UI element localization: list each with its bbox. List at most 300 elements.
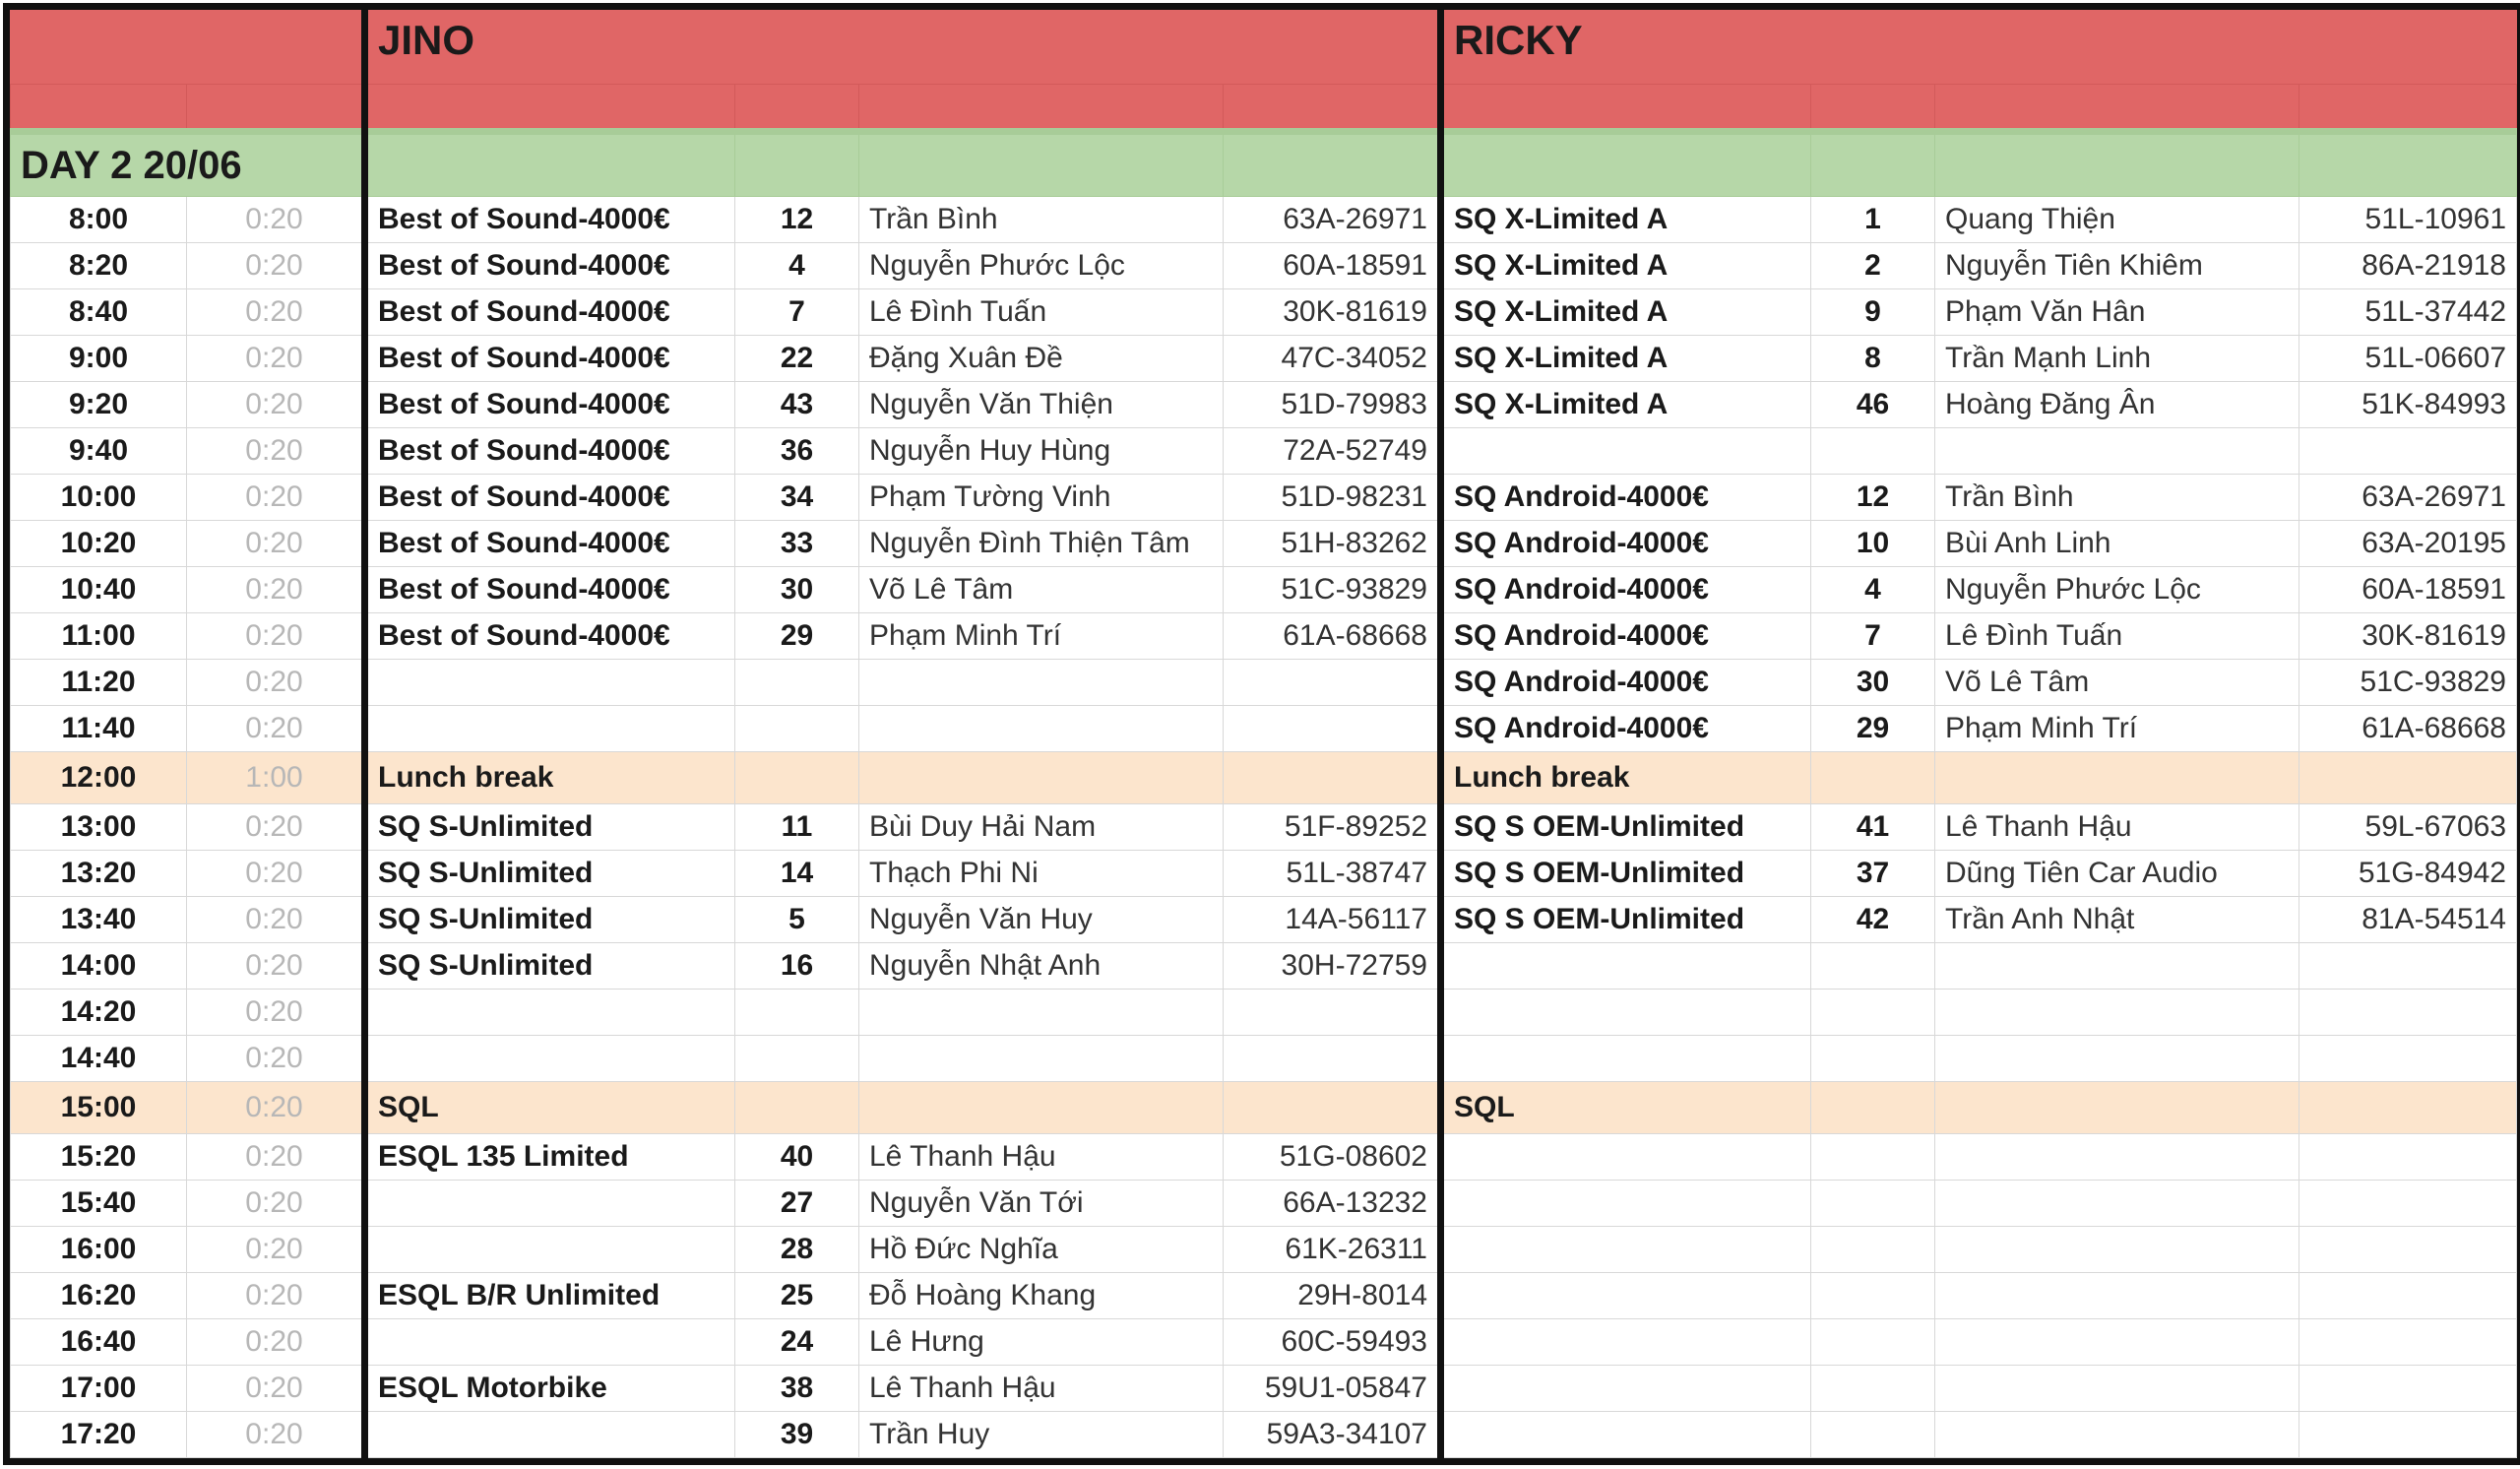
right-plate-cell[interactable]: 30K-81619 [2300,613,2517,660]
right-competitor-name-cell[interactable]: Quang Thiện [1935,197,2300,243]
left-category-cell[interactable]: Best of Sound-4000€ [365,567,735,613]
left-entry-number-cell[interactable] [735,1036,859,1082]
judge-name-right[interactable]: RICKY [1441,11,1811,85]
right-competitor-name-cell[interactable]: Phạm Minh Trí [1935,706,2300,752]
left-entry-number-cell[interactable]: 5 [735,897,859,943]
header-cell[interactable] [1935,11,2300,85]
right-entry-number-cell[interactable]: 29 [1811,706,1935,752]
left-plate-cell[interactable]: 29H-8014 [1224,1273,1441,1319]
right-category-cell[interactable] [1441,1412,1811,1458]
right-competitor-name-cell[interactable]: Trần Bình [1935,475,2300,521]
right-competitor-name-cell[interactable]: Hoàng Đăng Ân [1935,382,2300,428]
right-competitor-name-cell[interactable] [1935,1227,2300,1273]
left-competitor-name-cell[interactable]: Nguyễn Đình Thiện Tâm [859,521,1224,567]
day-label[interactable]: DAY 2 20/06 [11,132,365,197]
time-cell[interactable]: 13:40 [11,897,187,943]
right-plate-cell[interactable] [2300,1319,2517,1366]
left-competitor-name-cell[interactable]: Phạm Tường Vinh [859,475,1224,521]
right-category-cell[interactable] [1441,1366,1811,1412]
header-cell[interactable] [11,11,187,85]
day-cell[interactable] [365,132,735,197]
left-plate-cell[interactable]: 51D-98231 [1224,475,1441,521]
left-category-cell[interactable]: ESQL B/R Unlimited [365,1273,735,1319]
left-plate-cell[interactable] [1224,1036,1441,1082]
time-cell[interactable]: 14:40 [11,1036,187,1082]
time-cell[interactable]: 15:00 [11,1082,187,1134]
right-competitor-name-cell[interactable]: Trần Anh Nhật [1935,897,2300,943]
day-cell[interactable] [859,132,1224,197]
left-competitor-name-cell[interactable]: Lê Thanh Hậu [859,1134,1224,1181]
left-entry-number-cell[interactable]: 16 [735,943,859,990]
right-plate-cell[interactable]: 51L-06607 [2300,336,2517,382]
time-cell[interactable]: 8:20 [11,243,187,289]
left-category-cell[interactable]: Best of Sound-4000€ [365,336,735,382]
left-category-cell[interactable] [365,1181,735,1227]
header-cell[interactable] [187,85,365,132]
day-cell[interactable] [1935,132,2300,197]
left-category-cell[interactable] [365,706,735,752]
right-category-cell[interactable]: SQ S OEM-Unlimited [1441,897,1811,943]
right-plate-cell[interactable]: 59L-67063 [2300,804,2517,851]
time-cell[interactable]: 9:20 [11,382,187,428]
left-category-cell[interactable]: SQ S-Unlimited [365,943,735,990]
header-cell[interactable] [2300,11,2517,85]
time-cell[interactable]: 13:00 [11,804,187,851]
time-cell[interactable]: 16:40 [11,1319,187,1366]
right-competitor-name-cell[interactable] [1935,1412,2300,1458]
left-entry-number-cell[interactable]: 36 [735,428,859,475]
left-category-cell[interactable]: ESQL Motorbike [365,1366,735,1412]
left-plate-cell[interactable]: 60C-59493 [1224,1319,1441,1366]
time-cell[interactable]: 12:00 [11,752,187,804]
left-category-cell[interactable]: Best of Sound-4000€ [365,382,735,428]
left-plate-cell[interactable] [1224,990,1441,1036]
right-category-cell[interactable] [1441,990,1811,1036]
left-category-cell[interactable]: Best of Sound-4000€ [365,289,735,336]
time-cell[interactable]: 16:20 [11,1273,187,1319]
right-entry-number-cell[interactable] [1811,1366,1935,1412]
time-cell[interactable]: 9:40 [11,428,187,475]
right-plate-cell[interactable]: 86A-21918 [2300,243,2517,289]
left-plate-cell[interactable]: 61A-68668 [1224,613,1441,660]
time-cell[interactable]: 8:40 [11,289,187,336]
duration-cell[interactable]: 0:20 [187,1366,365,1412]
header-cell[interactable] [2300,85,2517,132]
header-cell[interactable] [1441,85,1811,132]
header-cell[interactable] [1224,85,1441,132]
day-cell[interactable] [2300,132,2517,197]
right-competitor-name-cell[interactable] [1935,1082,2300,1134]
right-plate-cell[interactable] [2300,1082,2517,1134]
left-category-cell[interactable]: Best of Sound-4000€ [365,521,735,567]
duration-cell[interactable]: 0:20 [187,289,365,336]
right-competitor-name-cell[interactable] [1935,990,2300,1036]
left-entry-number-cell[interactable] [735,706,859,752]
right-category-cell[interactable] [1441,1181,1811,1227]
right-plate-cell[interactable]: 81A-54514 [2300,897,2517,943]
right-entry-number-cell[interactable] [1811,943,1935,990]
time-cell[interactable]: 10:20 [11,521,187,567]
left-plate-cell[interactable]: 51L-38747 [1224,851,1441,897]
right-competitor-name-cell[interactable]: Bùi Anh Linh [1935,521,2300,567]
right-category-cell[interactable]: SQ X-Limited A [1441,382,1811,428]
left-competitor-name-cell[interactable] [859,752,1224,804]
left-plate-cell[interactable]: 14A-56117 [1224,897,1441,943]
header-cell[interactable] [1224,11,1441,85]
duration-cell[interactable]: 0:20 [187,897,365,943]
right-competitor-name-cell[interactable]: Lê Đình Tuấn [1935,613,2300,660]
header-cell[interactable] [859,11,1224,85]
duration-cell[interactable]: 0:20 [187,521,365,567]
left-entry-number-cell[interactable]: 24 [735,1319,859,1366]
left-category-cell[interactable] [365,990,735,1036]
duration-cell[interactable]: 0:20 [187,336,365,382]
header-cell[interactable] [735,85,859,132]
right-plate-cell[interactable] [2300,943,2517,990]
right-competitor-name-cell[interactable] [1935,943,2300,990]
left-plate-cell[interactable] [1224,1082,1441,1134]
right-category-cell[interactable]: SQ X-Limited A [1441,289,1811,336]
right-category-cell[interactable]: Lunch break [1441,752,1811,804]
right-entry-number-cell[interactable] [1811,1036,1935,1082]
header-cell[interactable] [1811,85,1935,132]
right-competitor-name-cell[interactable]: Lê Thanh Hậu [1935,804,2300,851]
right-competitor-name-cell[interactable]: Nguyễn Phước Lộc [1935,567,2300,613]
right-entry-number-cell[interactable]: 1 [1811,197,1935,243]
header-cell[interactable] [187,11,365,85]
left-competitor-name-cell[interactable]: Thạch Phi Ni [859,851,1224,897]
left-category-cell[interactable] [365,1412,735,1458]
day-cell[interactable] [735,132,859,197]
duration-cell[interactable]: 0:20 [187,706,365,752]
left-competitor-name-cell[interactable]: Nguyễn Nhật Anh [859,943,1224,990]
left-competitor-name-cell[interactable]: Lê Thanh Hậu [859,1366,1224,1412]
duration-cell[interactable]: 0:20 [187,1134,365,1181]
right-plate-cell[interactable]: 63A-20195 [2300,521,2517,567]
time-cell[interactable]: 10:00 [11,475,187,521]
right-plate-cell[interactable]: 60A-18591 [2300,567,2517,613]
duration-cell[interactable]: 0:20 [187,1036,365,1082]
time-cell[interactable]: 15:20 [11,1134,187,1181]
left-competitor-name-cell[interactable]: Lê Đình Tuấn [859,289,1224,336]
right-entry-number-cell[interactable] [1811,1227,1935,1273]
left-competitor-name-cell[interactable]: Lê Hưng [859,1319,1224,1366]
left-plate-cell[interactable]: 72A-52749 [1224,428,1441,475]
left-competitor-name-cell[interactable] [859,1036,1224,1082]
left-entry-number-cell[interactable]: 40 [735,1134,859,1181]
left-plate-cell[interactable]: 51C-93829 [1224,567,1441,613]
right-competitor-name-cell[interactable]: Trần Mạnh Linh [1935,336,2300,382]
header-cell[interactable] [1811,11,1935,85]
left-entry-number-cell[interactable] [735,1082,859,1134]
left-competitor-name-cell[interactable]: Bùi Duy Hải Nam [859,804,1224,851]
header-cell[interactable] [1935,85,2300,132]
left-entry-number-cell[interactable] [735,752,859,804]
right-category-cell[interactable] [1441,1273,1811,1319]
left-category-cell[interactable] [365,1227,735,1273]
left-category-cell[interactable] [365,1036,735,1082]
right-plate-cell[interactable] [2300,1181,2517,1227]
right-plate-cell[interactable]: 51C-93829 [2300,660,2517,706]
right-plate-cell[interactable] [2300,1412,2517,1458]
duration-cell[interactable]: 0:20 [187,382,365,428]
time-cell[interactable]: 11:40 [11,706,187,752]
right-plate-cell[interactable] [2300,752,2517,804]
right-entry-number-cell[interactable]: 30 [1811,660,1935,706]
right-plate-cell[interactable]: 61A-68668 [2300,706,2517,752]
right-plate-cell[interactable] [2300,428,2517,475]
time-cell[interactable]: 11:20 [11,660,187,706]
right-plate-cell[interactable]: 51L-10961 [2300,197,2517,243]
right-competitor-name-cell[interactable] [1935,1319,2300,1366]
right-plate-cell[interactable] [2300,1366,2517,1412]
right-competitor-name-cell[interactable]: Nguyễn Tiên Khiêm [1935,243,2300,289]
time-cell[interactable]: 8:00 [11,197,187,243]
duration-cell[interactable]: 0:20 [187,1227,365,1273]
day-cell[interactable] [1224,132,1441,197]
right-entry-number-cell[interactable]: 10 [1811,521,1935,567]
left-entry-number-cell[interactable]: 27 [735,1181,859,1227]
left-category-cell[interactable]: Best of Sound-4000€ [365,197,735,243]
right-plate-cell[interactable] [2300,1273,2517,1319]
schedule-row [11,1273,2517,1319]
right-competitor-name-cell[interactable] [1935,1134,2300,1181]
time-cell[interactable]: 11:00 [11,613,187,660]
right-entry-number-cell[interactable] [1811,752,1935,804]
duration-cell[interactable]: 0:20 [187,197,365,243]
time-cell[interactable]: 13:20 [11,851,187,897]
left-competitor-name-cell[interactable]: Võ Lê Tâm [859,567,1224,613]
right-entry-number-cell[interactable]: 46 [1811,382,1935,428]
right-entry-number-cell[interactable] [1811,1319,1935,1366]
right-category-cell[interactable]: SQ Android-4000€ [1441,613,1811,660]
left-plate-cell[interactable] [1224,660,1441,706]
left-entry-number-cell[interactable]: 14 [735,851,859,897]
right-category-cell[interactable]: SQ Android-4000€ [1441,706,1811,752]
time-cell[interactable]: 17:00 [11,1366,187,1412]
left-entry-number-cell[interactable]: 43 [735,382,859,428]
right-plate-cell[interactable] [2300,1227,2517,1273]
right-plate-cell[interactable] [2300,1036,2517,1082]
duration-cell[interactable]: 0:20 [187,1273,365,1319]
left-category-cell[interactable]: SQL [365,1082,735,1134]
right-category-cell[interactable]: SQ Android-4000€ [1441,475,1811,521]
right-category-cell[interactable] [1441,1227,1811,1273]
right-category-cell[interactable]: SQ Android-4000€ [1441,567,1811,613]
left-entry-number-cell[interactable]: 34 [735,475,859,521]
right-entry-number-cell[interactable] [1811,1082,1935,1134]
right-entry-number-cell[interactable]: 2 [1811,243,1935,289]
right-category-cell[interactable] [1441,1134,1811,1181]
left-competitor-name-cell[interactable]: Hồ Đức Nghĩa [859,1227,1224,1273]
duration-cell[interactable]: 0:20 [187,1412,365,1458]
left-competitor-name-cell[interactable]: Nguyễn Văn Huy [859,897,1224,943]
left-plate-cell[interactable]: 51G-08602 [1224,1134,1441,1181]
right-competitor-name-cell[interactable] [1935,428,2300,475]
right-competitor-name-cell[interactable]: Võ Lê Tâm [1935,660,2300,706]
left-category-cell[interactable]: ESQL 135 Limited [365,1134,735,1181]
left-entry-number-cell[interactable]: 25 [735,1273,859,1319]
left-entry-number-cell[interactable]: 7 [735,289,859,336]
time-cell[interactable]: 16:00 [11,1227,187,1273]
header-cell[interactable] [859,85,1224,132]
duration-cell[interactable]: 0:20 [187,613,365,660]
left-entry-number-cell[interactable]: 30 [735,567,859,613]
left-entry-number-cell[interactable] [735,660,859,706]
time-cell[interactable]: 15:40 [11,1181,187,1227]
time-cell[interactable]: 17:20 [11,1412,187,1458]
right-entry-number-cell[interactable]: 9 [1811,289,1935,336]
left-plate-cell[interactable]: 51D-79983 [1224,382,1441,428]
right-entry-number-cell[interactable] [1811,1134,1935,1181]
right-plate-cell[interactable]: 63A-26971 [2300,475,2517,521]
left-entry-number-cell[interactable] [735,990,859,1036]
right-entry-number-cell[interactable] [1811,1412,1935,1458]
duration-cell[interactable]: 0:20 [187,1319,365,1366]
left-competitor-name-cell[interactable]: Nguyễn Văn Thiện [859,382,1224,428]
right-category-cell[interactable]: SQ X-Limited A [1441,336,1811,382]
left-entry-number-cell[interactable]: 28 [735,1227,859,1273]
right-entry-number-cell[interactable]: 37 [1811,851,1935,897]
left-competitor-name-cell[interactable]: Nguyễn Văn Tới [859,1181,1224,1227]
left-competitor-name-cell[interactable]: Trần Huy [859,1412,1224,1458]
left-competitor-name-cell[interactable] [859,1082,1224,1134]
left-competitor-name-cell[interactable]: Nguyễn Huy Hùng [859,428,1224,475]
time-cell[interactable]: 14:00 [11,943,187,990]
left-competitor-name-cell[interactable] [859,990,1224,1036]
left-plate-cell[interactable]: 30H-72759 [1224,943,1441,990]
left-category-cell[interactable] [365,660,735,706]
left-category-cell[interactable]: SQ S-Unlimited [365,804,735,851]
left-plate-cell[interactable] [1224,752,1441,804]
left-plate-cell[interactable] [1224,706,1441,752]
day-cell[interactable] [1811,132,1935,197]
right-category-cell[interactable] [1441,428,1811,475]
left-category-cell[interactable] [365,1319,735,1366]
right-entry-number-cell[interactable]: 8 [1811,336,1935,382]
left-plate-cell[interactable]: 60A-18591 [1224,243,1441,289]
left-entry-number-cell[interactable]: 29 [735,613,859,660]
right-competitor-name-cell[interactable] [1935,1181,2300,1227]
left-entry-number-cell[interactable]: 11 [735,804,859,851]
duration-cell[interactable]: 0:20 [187,990,365,1036]
right-category-cell[interactable]: SQ S OEM-Unlimited [1441,851,1811,897]
left-plate-cell[interactable]: 47C-34052 [1224,336,1441,382]
left-plate-cell[interactable]: 59U1-05847 [1224,1366,1441,1412]
left-competitor-name-cell[interactable]: Phạm Minh Trí [859,613,1224,660]
duration-cell[interactable]: 0:20 [187,660,365,706]
left-entry-number-cell[interactable]: 33 [735,521,859,567]
left-plate-cell[interactable]: 51H-83262 [1224,521,1441,567]
right-entry-number-cell[interactable]: 7 [1811,613,1935,660]
left-category-cell[interactable]: SQ S-Unlimited [365,897,735,943]
judge-name-left[interactable]: JINO [365,11,735,85]
left-category-cell[interactable]: Best of Sound-4000€ [365,243,735,289]
duration-cell[interactable]: 0:20 [187,1082,365,1134]
left-entry-number-cell[interactable]: 39 [735,1412,859,1458]
left-competitor-name-cell[interactable]: Nguyễn Phước Lộc [859,243,1224,289]
left-category-cell[interactable]: SQ S-Unlimited [365,851,735,897]
left-entry-number-cell[interactable]: 4 [735,243,859,289]
left-plate-cell[interactable]: 59A3-34107 [1224,1412,1441,1458]
right-plate-cell[interactable]: 51G-84942 [2300,851,2517,897]
left-category-cell[interactable]: Best of Sound-4000€ [365,475,735,521]
left-category-cell[interactable]: Best of Sound-4000€ [365,613,735,660]
right-entry-number-cell[interactable]: 41 [1811,804,1935,851]
header-cell[interactable] [11,85,187,132]
right-competitor-name-cell[interactable]: Dũng Tiên Car Audio [1935,851,2300,897]
right-plate-cell[interactable] [2300,990,2517,1036]
right-entry-number-cell[interactable] [1811,428,1935,475]
right-category-cell[interactable]: SQ Android-4000€ [1441,521,1811,567]
right-plate-cell[interactable]: 51L-37442 [2300,289,2517,336]
header-cell[interactable] [365,85,735,132]
duration-cell[interactable]: 0:20 [187,851,365,897]
right-entry-number-cell[interactable] [1811,1273,1935,1319]
right-competitor-name-cell[interactable]: Phạm Văn Hân [1935,289,2300,336]
right-category-cell[interactable] [1441,943,1811,990]
left-plate-cell[interactable]: 61K-26311 [1224,1227,1441,1273]
left-competitor-name-cell[interactable] [859,660,1224,706]
left-plate-cell[interactable]: 66A-13232 [1224,1181,1441,1227]
right-entry-number-cell[interactable]: 42 [1811,897,1935,943]
left-competitor-name-cell[interactable]: Đỗ Hoàng Khang [859,1273,1224,1319]
right-entry-number-cell[interactable] [1811,990,1935,1036]
time-cell[interactable]: 9:00 [11,336,187,382]
right-category-cell[interactable]: SQ X-Limited A [1441,243,1811,289]
left-competitor-name-cell[interactable] [859,706,1224,752]
right-category-cell[interactable] [1441,1036,1811,1082]
duration-cell[interactable]: 0:20 [187,804,365,851]
time-cell[interactable]: 14:20 [11,990,187,1036]
day-cell[interactable] [1441,132,1811,197]
left-entry-number-cell[interactable]: 22 [735,336,859,382]
right-category-cell[interactable]: SQ S OEM-Unlimited [1441,804,1811,851]
time-cell[interactable]: 10:40 [11,567,187,613]
left-entry-number-cell[interactable]: 12 [735,197,859,243]
header-cell[interactable] [735,11,859,85]
left-plate-cell[interactable]: 30K-81619 [1224,289,1441,336]
left-competitor-name-cell[interactable]: Trần Bình [859,197,1224,243]
right-entry-number-cell[interactable] [1811,1181,1935,1227]
duration-cell[interactable]: 0:20 [187,428,365,475]
left-plate-cell[interactable]: 63A-26971 [1224,197,1441,243]
right-entry-number-cell[interactable]: 12 [1811,475,1935,521]
right-category-cell[interactable]: SQL [1441,1082,1811,1134]
right-competitor-name-cell[interactable] [1935,752,2300,804]
left-entry-number-cell[interactable]: 38 [735,1366,859,1412]
left-competitor-name-cell[interactable]: Đặng Xuân Đề [859,336,1224,382]
left-category-cell[interactable]: Lunch break [365,752,735,804]
left-plate-cell[interactable]: 51F-89252 [1224,804,1441,851]
duration-cell[interactable]: 0:20 [187,1181,365,1227]
right-plate-cell[interactable]: 51K-84993 [2300,382,2517,428]
duration-cell[interactable]: 1:00 [187,752,365,804]
duration-cell[interactable]: 0:20 [187,567,365,613]
right-competitor-name-cell[interactable] [1935,1273,2300,1319]
duration-cell[interactable]: 0:20 [187,475,365,521]
right-competitor-name-cell[interactable] [1935,1366,2300,1412]
duration-cell[interactable]: 0:20 [187,943,365,990]
right-competitor-name-cell[interactable] [1935,1036,2300,1082]
right-plate-cell[interactable] [2300,1134,2517,1181]
right-category-cell[interactable]: SQ X-Limited A [1441,197,1811,243]
right-category-cell[interactable] [1441,1319,1811,1366]
duration-cell[interactable]: 0:20 [187,243,365,289]
right-category-cell[interactable]: SQ Android-4000€ [1441,660,1811,706]
right-entry-number-cell[interactable]: 4 [1811,567,1935,613]
left-category-cell[interactable]: Best of Sound-4000€ [365,428,735,475]
